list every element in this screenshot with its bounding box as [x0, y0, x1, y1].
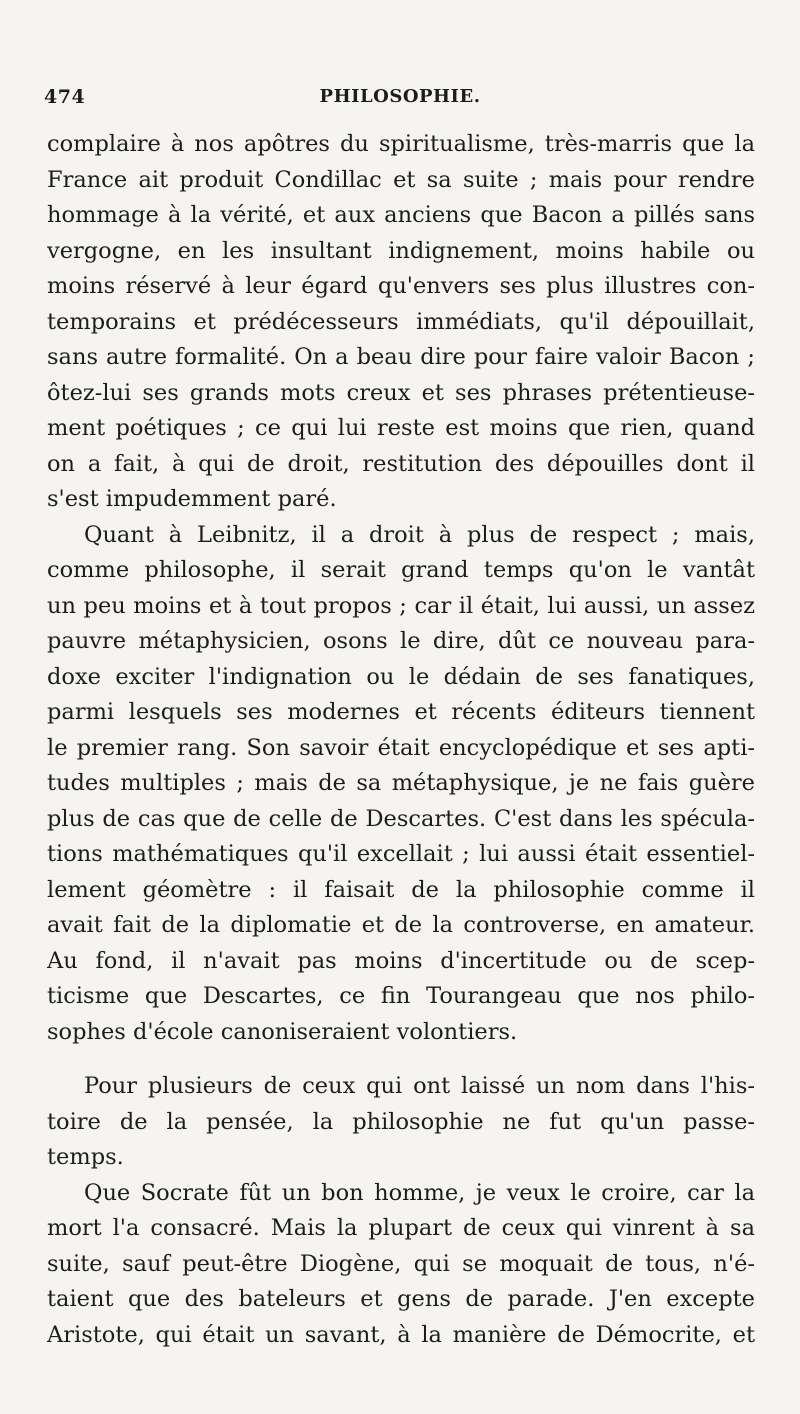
paragraph	[47, 127, 755, 518]
text-line: moins réservé à leur égard qu'envers ses plus illustres con-	[47, 273, 755, 299]
text-line: sans autre formalité. On a beau dire pour faire valoir Bacon ;	[47, 344, 755, 370]
text-line: ment poétiques ; ce qui lui reste est moins que rien, quand	[47, 415, 755, 441]
text-line: toire de la pensée, la philosophie ne fut qu'un passe-	[47, 1108, 755, 1135]
text-line: vergogne, en les insultant indignement, moins habile ou	[47, 237, 755, 264]
paragraph-gap	[47, 1050, 755, 1069]
paragraph	[47, 1176, 755, 1354]
paragraph	[47, 518, 755, 1051]
text-line: temporains et prédécesseurs immédiats, qu'il dépouillait,	[47, 308, 755, 335]
text-line: le premier rang. Son savoir était encyclopédique et ses apti-	[47, 734, 755, 761]
body-text	[47, 127, 755, 1353]
text-line: mort l'a consacré. Mais la plupart de ceux qui vinrent à sa	[47, 1215, 755, 1241]
text-line: on a fait, à qui de droit, restitution des dépouilles dont il	[47, 450, 755, 477]
text-line: Au fond, il n'avait pas moins d'incertitude ou de scep-	[47, 947, 755, 974]
text-line: Quant à Leibnitz, il a droit à plus de respect ; mais,	[84, 521, 755, 548]
text-line: tions mathématiques qu'il excellait ; lui aussi était essentiel-	[47, 841, 755, 867]
paragraph	[47, 1069, 755, 1176]
text-line: ticisme que Descartes, ce fin Tourangeau que nos philo-	[47, 983, 755, 1009]
text-line: taient que des bateleurs et gens de parade. J'en excepte	[47, 1286, 755, 1312]
text-line: plus de cas que de celle de Descartes. C'est dans les spécula-	[47, 805, 755, 832]
text-line: ôtez-lui ses grands mots creux et ses phrases prétentieuse-	[47, 379, 755, 406]
text-line: Pour plusieurs de ceux qui ont laissé un nom dans l'his-	[84, 1073, 755, 1099]
text-line: lement géomètre : il faisait de la philosophie comme il	[47, 876, 755, 903]
text-line: suite, sauf peut-être Diogène, qui se moquait de tous, n'é-	[47, 1250, 755, 1277]
page-number: 474	[44, 86, 86, 108]
text-line: doxe exciter l'indignation ou le dédain de ses fanatiques,	[47, 663, 755, 690]
text-line: un peu moins et à tout propos ; car il était, lui aussi, un assez	[47, 592, 755, 619]
text-line: Aristote, qui était un savant, à la manière de Démocrite, et	[47, 1321, 755, 1348]
text-line: sophes d'école canoniseraient volontiers.	[47, 1018, 518, 1045]
running-title: PHILOSOPHIE.	[319, 86, 481, 107]
text-line: Que Socrate fût un bon homme, je veux le croire, car la	[84, 1179, 755, 1206]
text-line: France ait produit Condillac et sa suite ; mais pour rendre	[47, 166, 755, 193]
text-line: complaire à nos apôtres du spiritualisme, très-marris que la	[47, 131, 755, 157]
text-line: temps.	[47, 1144, 124, 1170]
text-line: pauvre métaphysicien, osons le dire, dût ce nouveau para-	[47, 628, 755, 654]
text-line: parmi lesquels ses modernes et récents éditeurs tiennent	[47, 699, 755, 725]
text-line: hommage à la vérité, et aux anciens que Bacon a pillés sans	[47, 202, 755, 228]
text-line: comme philosophe, il serait grand temps qu'on le vantât	[47, 557, 755, 583]
text-line: avait fait de la diplomatie et de la controverse, en amateur.	[47, 912, 755, 938]
text-line: tudes multiples ; mais de sa métaphysique, je ne fais guère	[47, 770, 755, 796]
page-header	[44, 86, 756, 116]
text-line: s'est impudemment paré.	[47, 486, 337, 512]
